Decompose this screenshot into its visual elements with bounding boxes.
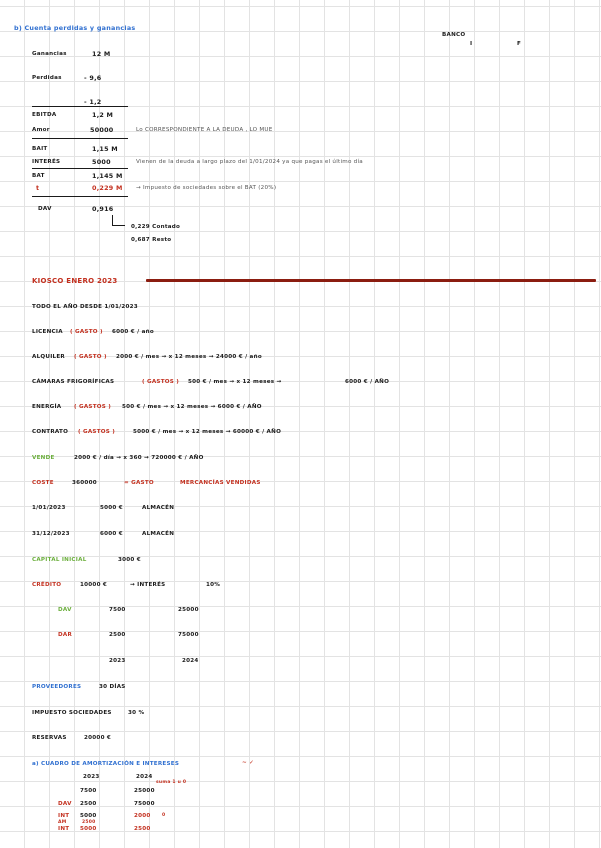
- capital-label: CAPITAL INICIAL: [32, 557, 87, 563]
- interes-value: 5000: [92, 158, 111, 166]
- credito-rate: 10%: [206, 582, 221, 588]
- contrato-tag: ( GASTOS ): [78, 429, 116, 435]
- contrato-label: CONTRATO: [32, 429, 69, 435]
- cuadro-note-2024: suma 1 u 0: [156, 780, 187, 785]
- cuadro-row-2024: 75000: [134, 801, 155, 807]
- tax-note: → Impuesto de sociedades sobre el BAT (20%): [136, 185, 277, 191]
- camaras-label: CÁMARAS FRIGORÍFICAS: [32, 379, 115, 385]
- cuadro-title: a) CUADRO DE AMORTIZACIÓN E INTERESES: [32, 761, 180, 767]
- ebitda-value: 1,2 M: [92, 111, 114, 119]
- cuadro-row-2023: 5000: [80, 826, 97, 832]
- banco-label: BANCO: [442, 32, 466, 38]
- dar-row-2023: 2500: [109, 632, 126, 638]
- split-contado: 0,229 Contado: [131, 224, 181, 230]
- credito-value: 10000 €: [80, 582, 108, 588]
- minus-value: - 1,2: [84, 98, 102, 106]
- kiosco-title: KIOSCO ENERO 2023: [32, 277, 118, 285]
- dar-row-label: DAR: [58, 632, 73, 638]
- cuadro-row-2023: 2500: [80, 801, 97, 807]
- tax-label: t: [36, 184, 40, 192]
- impuesto-label: IMPUESTO SOCIEDADES: [32, 710, 112, 716]
- ganancias-label: Ganancias: [32, 51, 67, 57]
- down-right-arrow-icon: [112, 215, 125, 226]
- almacen1-label: ALMACÉN: [142, 505, 175, 511]
- split-resto: 0,687 Resto: [131, 237, 172, 243]
- bait-value: 1,15 M: [92, 145, 118, 153]
- reservas-value: 20000 €: [84, 735, 112, 741]
- ganancias-value: 12 M: [92, 50, 111, 58]
- camaras-result: 6000 € / AÑO: [345, 379, 390, 385]
- camaras-value: 500 € / mes → x 12 meses →: [188, 379, 282, 385]
- energia-value: 500 € / mes → x 12 meses → 6000 € / AÑO: [122, 404, 262, 410]
- cuadro-row-2023: 7500: [80, 788, 97, 794]
- divider-line: [32, 106, 128, 107]
- alquiler-value: 2000 € / mes → x 12 meses → 24000 € / año: [116, 354, 262, 360]
- banco-f: F: [517, 41, 522, 47]
- cuadro-row-label: INT: [58, 813, 70, 819]
- bait-label: BAIT: [32, 146, 48, 152]
- cuadro-row-2023: 2500: [82, 820, 96, 825]
- perdidas-value: - 9,6: [84, 74, 102, 82]
- almacen1-date: 1/01/2023: [32, 505, 66, 511]
- almacen1-value: 5000 €: [100, 505, 123, 511]
- cuadro-row-label: AM: [58, 820, 67, 825]
- cuadro-row-label: INT: [58, 826, 70, 832]
- amor-note: Lo CORRESPONDIENTE A LA DEUDA , LO MUE: [136, 127, 273, 133]
- capital-value: 3000 €: [118, 557, 141, 563]
- todo-ano: TODO EL AÑO DESDE 1/01/2023: [32, 304, 138, 310]
- title-rule: [146, 279, 596, 282]
- coste-eq: = GASTO: [124, 480, 154, 486]
- amor-label: Amor: [32, 127, 50, 133]
- camaras-tag: ( GASTOS ): [142, 379, 180, 385]
- reservas-label: RESERVAS: [32, 735, 67, 741]
- year-2024: 2024: [182, 658, 199, 664]
- credito-arrow: → INTERÉS: [130, 582, 166, 588]
- licencia-value: 6000 € / año: [112, 329, 154, 335]
- licencia-label: LICENCIA: [32, 329, 63, 335]
- vende-value: 2000 € / día → x 360 → 720000 € / AÑO: [74, 455, 204, 461]
- interes-label: INTERÉS: [32, 159, 61, 165]
- cuadro-row-2024: 0: [162, 813, 166, 818]
- amor-value: 50000: [90, 126, 114, 134]
- almacen2-label: ALMACÉN: [142, 531, 175, 537]
- cuadro-row-2023: 5000: [80, 813, 97, 819]
- ebitda-label: EBITDA: [32, 112, 57, 118]
- coste-value: 360000: [72, 480, 97, 486]
- dar-row-2024: 75000: [178, 632, 199, 638]
- check-mark: ~ ✓: [242, 760, 255, 766]
- dav-row-2023: 7500: [109, 607, 126, 613]
- dav-value: 0,916: [92, 205, 114, 213]
- dav-row-2024: 25000: [178, 607, 199, 613]
- impuesto-value: 30 %: [128, 710, 145, 716]
- almacen2-value: 6000 €: [100, 531, 123, 537]
- section-title: b) Cuenta perdidas y ganancias: [14, 24, 136, 32]
- coste-label: COSTE: [32, 480, 54, 486]
- energia-label: ENERGÍA: [32, 404, 62, 410]
- divider-line: [32, 168, 128, 169]
- proveedores-value: 30 DÍAS: [99, 684, 126, 690]
- perdidas-label: Perdidas: [32, 75, 62, 81]
- alquiler-label: ALQUILER: [32, 354, 65, 360]
- cuadro-row-2024: 25000: [134, 788, 155, 794]
- bat-value: 1,145 M: [92, 172, 123, 180]
- year-2023: 2023: [109, 658, 126, 664]
- vende-label: VENDE: [32, 455, 55, 461]
- proveedores-label: PROVEEDORES: [32, 684, 82, 690]
- contrato-value: 5000 € / mes → x 12 meses → 60000 € / AÑO: [133, 429, 282, 435]
- energia-tag: ( GASTOS ): [74, 404, 112, 410]
- cuadro-col-2024: 2024: [136, 774, 153, 780]
- interes-note: Vienen de la deuda a largo plazo del 1/01/2024 ya que pagas el último día: [136, 159, 363, 165]
- bat-label: BAT: [32, 173, 45, 179]
- credito-label: CRÉDITO: [32, 582, 62, 588]
- coste-note: MERCANCÍAS VENDIDAS: [180, 480, 261, 486]
- cuadro-row-2024: 2500: [134, 826, 151, 832]
- cuadro-row-2024: 2000: [134, 813, 151, 819]
- tax-value: 0,229 M: [92, 184, 123, 192]
- alquiler-tag: ( GASTO ): [74, 354, 107, 360]
- almacen2-date: 31/12/2023: [32, 531, 70, 537]
- divider-line: [32, 138, 128, 139]
- cuadro-col-2023: 2023: [83, 774, 100, 780]
- dav-label: DAV: [38, 206, 52, 212]
- banco-i: I: [470, 41, 473, 47]
- cuadro-row-label: DAV: [58, 801, 72, 807]
- divider-line: [32, 196, 128, 197]
- licencia-tag: ( GASTO ): [70, 329, 103, 335]
- dav-row-label: DAV: [58, 607, 72, 613]
